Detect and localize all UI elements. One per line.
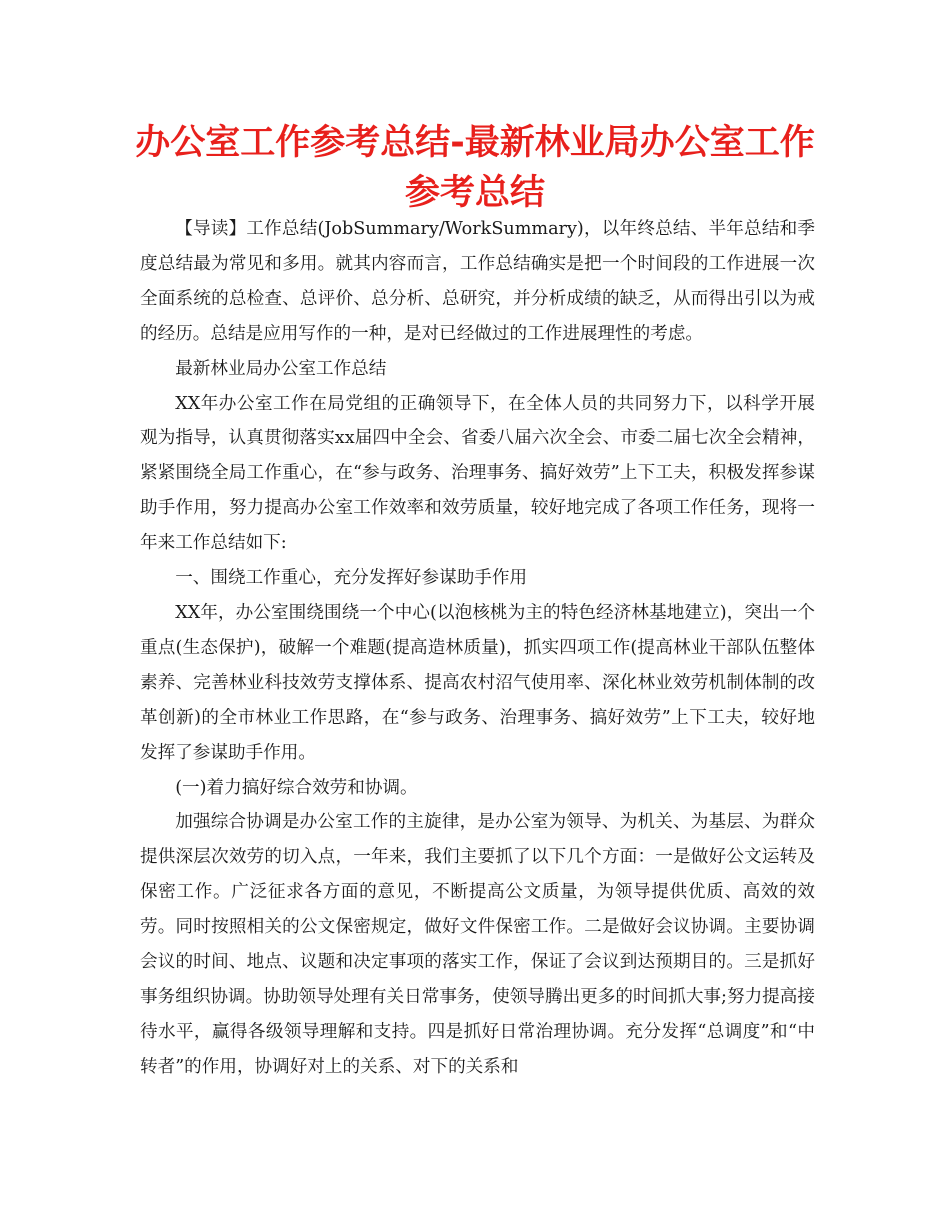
document-body — [140, 212, 815, 1085]
document-title: 办公室工作参考总结-最新林业局办公室工作参考总结 — [135, 123, 815, 213]
paragraph-intro: 【导读】工作总结(JobSummary/WorkSummary)，以年终总结、半年总结和季度总结最为常见和多用。就其内容而言，工作总结确实是把一个时间段的工作进展一次全面系统的总检查、总评价、总分析、总研究，并分析成绩的缺乏，从而得出引以为戒的经历。总结是应用写作的一种，是对已经做过的工作进展理性的考虑。 — [140, 219, 815, 344]
paragraph-overview: XX年办公室工作在局党组的正确领导下，在全体人员的共同努力下，以科学开展观为指导，认真贯彻落实xx届四中全会、省委八届六次全会、市委二届七次全会精神，紧紧围绕全局工作重心，在“参与政务、治理事务、搞好效劳”上下工夫，积极发挥参谋助手作用，努力提高办公室工作效率和效劳质量，较好地完成了各项工作任务，现将一年来工作总结如下: — [140, 393, 815, 554]
paragraph-subsection-1: 加强综合协调是办公室工作的主旋律，是办公室为领导、为机关、为基层、为群众提供深层次效劳的切入点，一年来，我们主要抓了以下几个方面：一是做好公文运转及保密工作。广泛征求各方面的意见，不断提高公文质量，为领导提供优质、高效的效劳。同时按照相关的公文保密规定，做好文件保密工作。二是做好会议协调。主要协调会议的时间、地点、议题和决定事项的落实工作，保证了会议到达预期目的。三是抓好事务组织协调。协助领导处理有关日常事务，使领导腾出更多的时间抓大事;努力提高接待水平，赢得各级领导理解和支持。四是抓好日常治理协调。充分发挥“总调度”和“中转者”的作用，协调好对上的关系、对下的关系和 — [140, 812, 815, 1077]
paragraph-subtitle: 最新林业局办公室工作总结 — [175, 358, 387, 379]
paragraph-section-1: XX年，办公室围绕围绕一个中心(以泡核桃为主的特色经济林基地建立)，突出一个重点(生态保护)，破解一个难题(提高造林质量)，抓实四项工作(提高林业干部队伍整体素养、完善林业科技效劳支撑体系、提高农村沼气使用率、深化林业效劳机制体制的改革创新)的全市林业工作思路，在“参与政务、治理事务、搞好效劳”上下工夫，较好地发挥了参谋助手作用。 — [140, 602, 815, 763]
section-heading-1: 一、围绕工作重心，充分发挥好参谋助手作用 — [175, 568, 528, 589]
subsection-heading-1: (一)着力搞好综合效劳和协调。 — [175, 777, 418, 798]
